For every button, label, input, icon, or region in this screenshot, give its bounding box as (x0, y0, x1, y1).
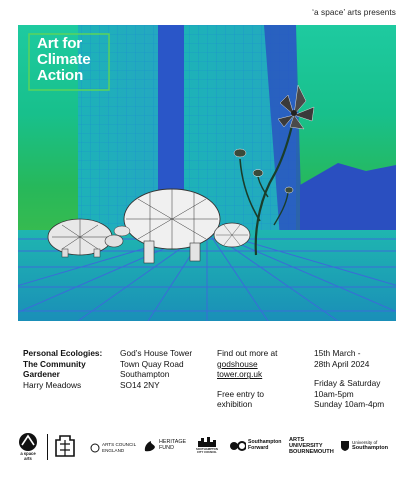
university-of-southampton-logo: University of Southampton (340, 440, 388, 452)
arts-university-bournemouth-logo: ARTS UNIVERSITY BOURNEMOUTH (289, 437, 334, 455)
find-out-text: Find out more at (217, 348, 278, 358)
website-link[interactable]: tower.org.uk (217, 369, 263, 380)
address-line: SO14 2NY (120, 379, 160, 390)
address-line: God’s House Tower (120, 348, 193, 358)
southampton-forward-logo: Southampton Forward (230, 440, 281, 452)
sponsor-logos (18, 428, 398, 468)
date-range: 15th March - (314, 348, 361, 358)
heritage-hand-icon (142, 438, 158, 454)
dates-hours (314, 348, 406, 410)
entry-text: exhibition (217, 399, 253, 410)
arts-council-logo: ARTS COUNCIL ENGLAND (90, 442, 136, 454)
opening-hours: 10am-5pm (314, 388, 354, 399)
entry-text: Free entry to (217, 388, 265, 399)
address-line: Southampton (120, 369, 170, 380)
address-line: Town Quay Road (120, 358, 184, 369)
website-link[interactable]: godshouse (217, 358, 258, 369)
a-space-logo: a space arts (18, 432, 38, 461)
project-info (23, 348, 115, 390)
a-space-icon (18, 432, 38, 452)
distant-hill (300, 163, 396, 235)
project-title-line: Gardener (23, 369, 60, 380)
opening-hours: Friday & Saturday (314, 378, 381, 389)
arts-council-icon (90, 443, 100, 453)
sf-icon (230, 440, 246, 452)
presenter-line: ‘a space’ arts presents (312, 8, 396, 17)
gods-house-tower-logo (54, 434, 76, 458)
poster-title-line: Climate (37, 51, 91, 68)
more-info (217, 348, 307, 410)
artist-name: Harry Meadows (23, 379, 82, 390)
project-title-line: The Community (23, 358, 86, 369)
tower-icon (54, 434, 76, 458)
date-range: 28th April 2024 (314, 358, 370, 369)
poster-artwork (18, 25, 396, 321)
poster-title (37, 36, 90, 84)
crest-icon (340, 440, 350, 452)
opening-hours: Sunday 10am-4pm (314, 399, 385, 410)
venue-address (120, 348, 212, 390)
project-title-line: Personal Ecologies: (23, 348, 103, 358)
southampton-city-council-logo: SOUTHAMPTON CITY COUNCIL (196, 436, 218, 454)
poster-title-line: Art for (37, 35, 83, 52)
heritage-fund-logo: HERITAGE FUND (142, 438, 186, 454)
poster-title-line: Action (37, 67, 84, 84)
